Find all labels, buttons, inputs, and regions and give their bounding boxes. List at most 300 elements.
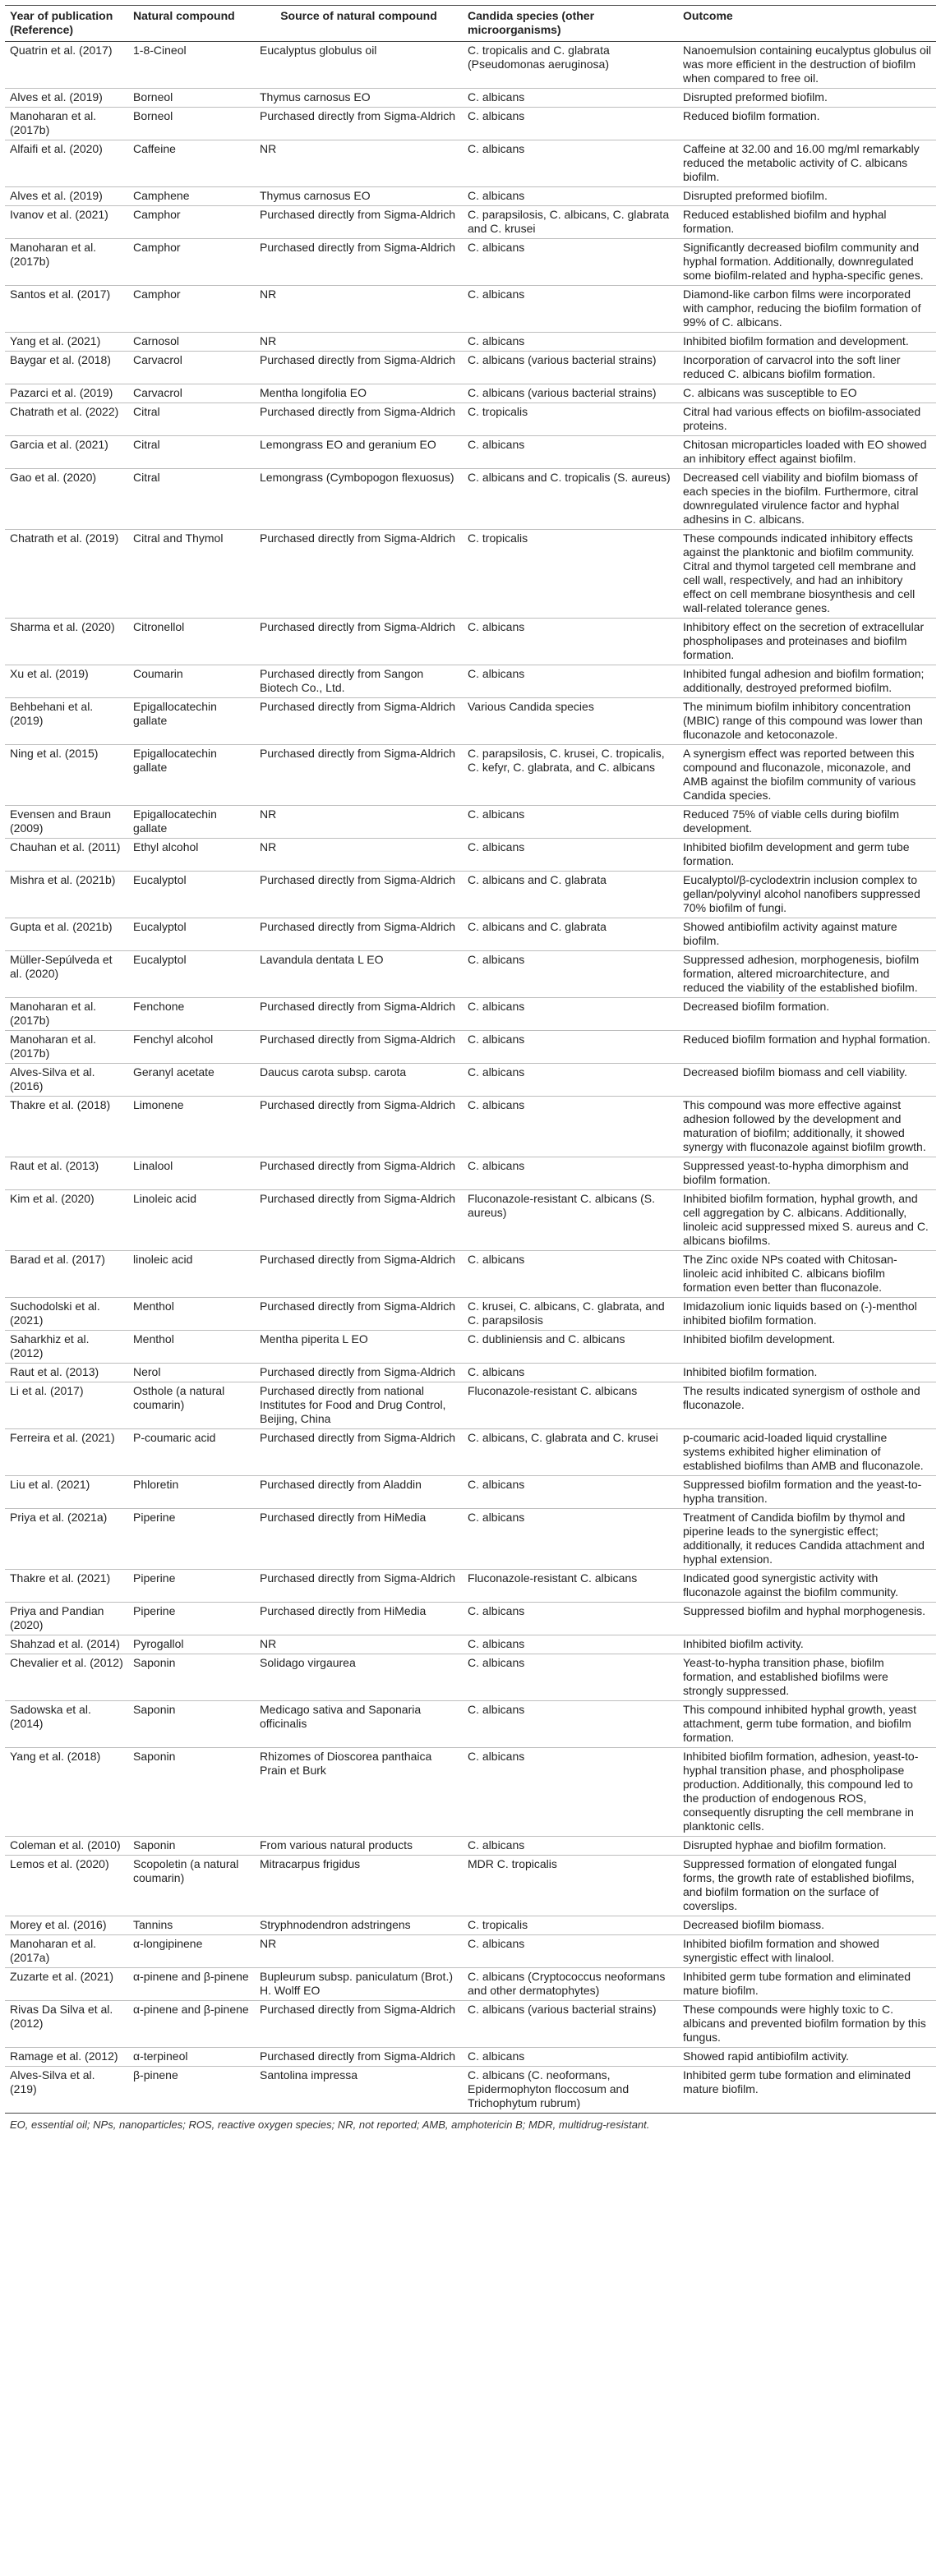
- cell-compound: Linoleic acid: [128, 1190, 255, 1251]
- cell-source: Daucus carota subsp. carota: [255, 1064, 463, 1097]
- cell-reference: Alves-Silva et al. (2016): [5, 1064, 128, 1097]
- cell-compound: Geranyl acetate: [128, 1064, 255, 1097]
- cell-compound: α-pinene and β-pinene: [128, 1968, 255, 2001]
- cell-source: NR: [255, 286, 463, 333]
- cell-species: Fluconazole-resistant C. albicans (S. aureus): [463, 1190, 678, 1251]
- table-row: [5, 1701, 936, 1748]
- cell-source: Purchased directly from Sigma-Aldrich: [255, 619, 463, 665]
- table-row: [5, 1837, 936, 1856]
- cell-source: Purchased directly from Sigma-Aldrich: [255, 1298, 463, 1331]
- table-row: [5, 998, 936, 1031]
- cell-source: Purchased directly from Sigma-Aldrich: [255, 872, 463, 918]
- table-row: [5, 239, 936, 286]
- cell-species: Various Candida species: [463, 698, 678, 745]
- table-row: [5, 619, 936, 665]
- cell-reference: Ning et al. (2015): [5, 745, 128, 806]
- cell-species: C. albicans: [463, 333, 678, 352]
- table-row: [5, 1064, 936, 1097]
- cell-outcome: Imidazolium ionic liquids based on (-)-menthol inhibited biofilm formation.: [678, 1298, 936, 1331]
- cell-compound: Epigallocatechin gallate: [128, 806, 255, 839]
- header-source: Source of natural compound: [280, 9, 437, 22]
- cell-outcome: C. albicans was susceptible to EO: [678, 384, 936, 403]
- cell-outcome: Inhibited biofilm formation and development.: [678, 333, 936, 352]
- cell-source: NR: [255, 1635, 463, 1654]
- cell-source: Purchased directly from Sigma-Aldrich: [255, 745, 463, 806]
- cell-compound: Fenchyl alcohol: [128, 1031, 255, 1064]
- cell-reference: Sadowska et al. (2014): [5, 1701, 128, 1748]
- cell-source: Lemongrass (Cymbopogon flexuosus): [255, 469, 463, 530]
- cell-compound: Camphor: [128, 286, 255, 333]
- cell-species: C. albicans: [463, 619, 678, 665]
- cell-source: Purchased directly from Sigma-Aldrich: [255, 239, 463, 286]
- cell-outcome: Reduced 75% of viable cells during biofilm development.: [678, 806, 936, 839]
- table-row: [5, 2048, 936, 2067]
- cell-compound: Eucalyptol: [128, 872, 255, 918]
- table-row: [5, 1429, 936, 1476]
- cell-species: Fluconazole-resistant C. albicans: [463, 1382, 678, 1429]
- table-row: [5, 1654, 936, 1701]
- cell-species: C. tropicalis: [463, 530, 678, 619]
- cell-outcome: Inhibited biofilm development and germ tube formation.: [678, 839, 936, 872]
- cell-reference: Gao et al. (2020): [5, 469, 128, 530]
- table-row: [5, 436, 936, 469]
- cell-compound: Camphor: [128, 206, 255, 239]
- cell-source: Purchased directly from Sigma-Aldrich: [255, 2048, 463, 2067]
- cell-outcome: Disrupted preformed biofilm.: [678, 89, 936, 108]
- cell-species: C. dubliniensis and C. albicans: [463, 1331, 678, 1364]
- cell-source: Purchased directly from Sigma-Aldrich: [255, 403, 463, 436]
- table-row: [5, 42, 936, 89]
- table-footnote: EO, essential oil; NPs, nanoparticles; ROS, reactive oxygen species; NR, not reported; AMB, amphotericin B; MDR, multidrug-resistant.: [10, 2118, 650, 2131]
- cell-outcome: A synergism effect was reported between this compound and fluconazole, miconazole, and AMB against the biofilm community of various Candida species.: [678, 745, 936, 806]
- table-row: [5, 872, 936, 918]
- cell-compound: β-pinene: [128, 2067, 255, 2114]
- cell-source: Purchased directly from Sigma-Aldrich: [255, 1429, 463, 1476]
- cell-species: C. albicans: [463, 1157, 678, 1190]
- cell-reference: Chatrath et al. (2019): [5, 530, 128, 619]
- cell-species: C. albicans: [463, 108, 678, 140]
- cell-reference: Yang et al. (2021): [5, 333, 128, 352]
- cell-source: Purchased directly from Sigma-Aldrich: [255, 206, 463, 239]
- cell-compound: Pyrogallol: [128, 1635, 255, 1654]
- cell-reference: Chauhan et al. (2011): [5, 839, 128, 872]
- cell-compound: Tannins: [128, 1916, 255, 1935]
- cell-source: Thymus carnosus EO: [255, 89, 463, 108]
- table-header-row: [5, 6, 936, 42]
- cell-outcome: Decreased biofilm formation.: [678, 998, 936, 1031]
- cell-species: C. albicans: [463, 665, 678, 698]
- table-row: [5, 1509, 936, 1570]
- cell-outcome: Citral had various effects on biofilm-associated proteins.: [678, 403, 936, 436]
- cell-compound: Borneol: [128, 89, 255, 108]
- table-row: [5, 108, 936, 140]
- cell-source: NR: [255, 1935, 463, 1968]
- cell-reference: Thakre et al. (2021): [5, 1570, 128, 1603]
- cell-reference: Chatrath et al. (2022): [5, 403, 128, 436]
- cell-source: From various natural products: [255, 1837, 463, 1856]
- cell-species: C. albicans: [463, 2048, 678, 2067]
- table-row: [5, 1603, 936, 1635]
- cell-source: Purchased directly from Sigma-Aldrich: [255, 1190, 463, 1251]
- cell-outcome: This compound was more effective against adhesion followed by the development and maturation of biofilm; additionally, it showed synergy with fluconazole against biofilm growth.: [678, 1097, 936, 1157]
- cell-species: C. albicans: [463, 951, 678, 998]
- table-row: [5, 1476, 936, 1509]
- table-row: [5, 384, 936, 403]
- cell-source: NR: [255, 806, 463, 839]
- cell-outcome: Suppressed formation of elongated fungal forms, the growth rate of established biofilms, and biofilm formation on the surface of coverslips.: [678, 1856, 936, 1916]
- cell-species: C. albicans: [463, 1097, 678, 1157]
- cell-species: C. albicans: [463, 806, 678, 839]
- cell-compound: Carvacrol: [128, 352, 255, 384]
- cell-outcome: The Zinc oxide NPs coated with Chitosan-linoleic acid inhibited C. albicans biofilm formation even better than fluconazole.: [678, 1251, 936, 1298]
- cell-reference: Ramage et al. (2012): [5, 2048, 128, 2067]
- header-year: Year of publication (Reference): [10, 9, 113, 36]
- cell-outcome: Nanoemulsion containing eucalyptus globulus oil was more efficient in the destruction of biofilm when compared to free oil.: [678, 42, 936, 89]
- cell-compound: Eucalyptol: [128, 951, 255, 998]
- cell-species: C. albicans: [463, 1603, 678, 1635]
- cell-outcome: Eucalyptol/β-cyclodextrin inclusion complex to gellan/polyvinyl alcohol nanofibers suppressed 70% biofilm of fungi.: [678, 872, 936, 918]
- cell-source: Stryphnodendron adstringens: [255, 1916, 463, 1935]
- cell-source: Purchased directly from Sigma-Aldrich: [255, 2001, 463, 2048]
- cell-species: C. albicans: [463, 1251, 678, 1298]
- table-row: [5, 1251, 936, 1298]
- cell-species: C. albicans: [463, 998, 678, 1031]
- cell-compound: 1-8-Cineol: [128, 42, 255, 89]
- cell-species: C. albicans (Cryptococcus neoformans and other dermatophytes): [463, 1968, 678, 2001]
- table-row: [5, 530, 936, 619]
- cell-source: Purchased directly from Sigma-Aldrich: [255, 1570, 463, 1603]
- cell-compound: Limonene: [128, 1097, 255, 1157]
- cell-compound: α-pinene and β-pinene: [128, 2001, 255, 2048]
- cell-species: C. albicans: [463, 187, 678, 206]
- cell-source: Purchased directly from Sigma-Aldrich: [255, 998, 463, 1031]
- cell-species: C. albicans: [463, 1509, 678, 1570]
- table-row: [5, 1382, 936, 1429]
- cell-species: C. krusei, C. albicans, C. glabrata, and C. parapsilosis: [463, 1298, 678, 1331]
- cell-source: Purchased directly from Sigma-Aldrich: [255, 1364, 463, 1382]
- cell-reference: Ivanov et al. (2021): [5, 206, 128, 239]
- cell-outcome: Decreased biofilm biomass.: [678, 1916, 936, 1935]
- cell-outcome: Decreased biofilm biomass and cell viability.: [678, 1064, 936, 1097]
- table-row: [5, 839, 936, 872]
- table-row: [5, 1364, 936, 1382]
- cell-reference: Thakre et al. (2018): [5, 1097, 128, 1157]
- cell-reference: Chevalier et al. (2012): [5, 1654, 128, 1701]
- cell-outcome: Reduced established biofilm and hyphal formation.: [678, 206, 936, 239]
- cell-compound: Citral: [128, 436, 255, 469]
- cell-species: C. albicans and C. glabrata: [463, 872, 678, 918]
- cell-species: C. albicans and C. tropicalis (S. aureus): [463, 469, 678, 530]
- cell-species: C. albicans: [463, 1364, 678, 1382]
- cell-source: Purchased directly from Sigma-Aldrich: [255, 1031, 463, 1064]
- cell-reference: Mishra et al. (2021b): [5, 872, 128, 918]
- cell-outcome: Reduced biofilm formation.: [678, 108, 936, 140]
- cell-compound: Linalool: [128, 1157, 255, 1190]
- cell-outcome: Inhibited germ tube formation and eliminated mature biofilm.: [678, 2067, 936, 2114]
- header-outcome: Outcome: [683, 9, 733, 22]
- cell-reference: Manoharan et al. (2017b): [5, 239, 128, 286]
- cell-reference: Lemos et al. (2020): [5, 1856, 128, 1916]
- cell-source: NR: [255, 333, 463, 352]
- cell-compound: Piperine: [128, 1603, 255, 1635]
- cell-species: C. albicans (various bacterial strains): [463, 384, 678, 403]
- cell-reference: Barad et al. (2017): [5, 1251, 128, 1298]
- cell-compound: Menthol: [128, 1331, 255, 1364]
- cell-source: Medicago sativa and Saponaria officinalis: [255, 1701, 463, 1748]
- cell-source: Purchased directly from national Institutes for Food and Drug Control, Beijing, China: [255, 1382, 463, 1429]
- cell-compound: Borneol: [128, 108, 255, 140]
- cell-species: C. albicans: [463, 839, 678, 872]
- cell-outcome: Chitosan microparticles loaded with EO showed an inhibitory effect against biofilm.: [678, 436, 936, 469]
- cell-outcome: The results indicated synergism of osthole and fluconazole.: [678, 1382, 936, 1429]
- cell-compound: Saponin: [128, 1748, 255, 1837]
- table-row: [5, 1298, 936, 1331]
- cell-compound: Carvacrol: [128, 384, 255, 403]
- cell-compound: Citronellol: [128, 619, 255, 665]
- cell-outcome: Suppressed biofilm and hyphal morphogenesis.: [678, 1603, 936, 1635]
- cell-outcome: The minimum biofilm inhibitory concentration (MBIC) range of this compound was lower than fluconazole and ketoconazole.: [678, 698, 936, 745]
- cell-reference: Priya et al. (2021a): [5, 1509, 128, 1570]
- cell-outcome: Yeast-to-hypha transition phase, biofilm formation, and established biofilms were strongly suppressed.: [678, 1654, 936, 1701]
- cell-reference: Quatrin et al. (2017): [5, 42, 128, 89]
- cell-species: C. albicans: [463, 1748, 678, 1837]
- cell-outcome: Disrupted hyphae and biofilm formation.: [678, 1837, 936, 1856]
- cell-source: Mentha longifolia EO: [255, 384, 463, 403]
- cell-outcome: Reduced biofilm formation and hyphal formation.: [678, 1031, 936, 1064]
- cell-species: Fluconazole-resistant C. albicans: [463, 1570, 678, 1603]
- cell-species: C. albicans: [463, 1031, 678, 1064]
- table-row: [5, 806, 936, 839]
- cell-reference: Santos et al. (2017): [5, 286, 128, 333]
- cell-species: C. albicans: [463, 436, 678, 469]
- cell-reference: Liu et al. (2021): [5, 1476, 128, 1509]
- cell-source: Eucalyptus globulus oil: [255, 42, 463, 89]
- cell-source: Lavandula dentata L EO: [255, 951, 463, 998]
- cell-species: C. albicans, C. glabrata and C. krusei: [463, 1429, 678, 1476]
- cell-species: C. albicans: [463, 140, 678, 187]
- cell-reference: Baygar et al. (2018): [5, 352, 128, 384]
- cell-species: C. albicans: [463, 1654, 678, 1701]
- table-row: [5, 1935, 936, 1968]
- cell-compound: Scopoletin (a natural coumarin): [128, 1856, 255, 1916]
- cell-reference: Shahzad et al. (2014): [5, 1635, 128, 1654]
- cell-reference: Zuzarte et al. (2021): [5, 1968, 128, 2001]
- cell-species: C. tropicalis: [463, 403, 678, 436]
- cell-species: C. albicans: [463, 1635, 678, 1654]
- cell-outcome: Suppressed biofilm formation and the yeast-to-hypha transition.: [678, 1476, 936, 1509]
- cell-source: Lemongrass EO and geranium EO: [255, 436, 463, 469]
- cell-compound: Caffeine: [128, 140, 255, 187]
- cell-reference: Alves et al. (2019): [5, 187, 128, 206]
- cell-outcome: Incorporation of carvacrol into the soft liner reduced C. albicans biofilm formation.: [678, 352, 936, 384]
- cell-compound: α-longipinene: [128, 1935, 255, 1968]
- cell-species: C. parapsilosis, C. albicans, C. glabrata and C. krusei: [463, 206, 678, 239]
- table-row: [5, 333, 936, 352]
- cell-outcome: Suppressed yeast-to-hypha dimorphism and biofilm formation.: [678, 1157, 936, 1190]
- header-species: Candida species (other microorganisms): [468, 9, 595, 36]
- cell-compound: Menthol: [128, 1298, 255, 1331]
- cell-compound: P-coumaric acid: [128, 1429, 255, 1476]
- cell-reference: Müller-Sepúlveda et al. (2020): [5, 951, 128, 998]
- cell-species: C. albicans (C. neoformans, Epidermophyton floccosum and Trichophytum rubrum): [463, 2067, 678, 2114]
- cell-compound: Epigallocatechin gallate: [128, 698, 255, 745]
- cell-source: Rhizomes of Dioscorea panthaica Prain et Burk: [255, 1748, 463, 1837]
- cell-compound: Saponin: [128, 1654, 255, 1701]
- table-row: [5, 469, 936, 530]
- header-compound: Natural compound: [133, 9, 235, 22]
- cell-compound: Saponin: [128, 1837, 255, 1856]
- cell-compound: linoleic acid: [128, 1251, 255, 1298]
- table-row: [5, 2001, 936, 2048]
- cell-source: Thymus carnosus EO: [255, 187, 463, 206]
- cell-reference: Evensen and Braun (2009): [5, 806, 128, 839]
- cell-source: Purchased directly from HiMedia: [255, 1509, 463, 1570]
- cell-source: Purchased directly from Sigma-Aldrich: [255, 918, 463, 951]
- cell-source: Purchased directly from Sigma-Aldrich: [255, 352, 463, 384]
- cell-outcome: Significantly decreased biofilm community and hyphal formation. Additionally, downregulated some biofilm-related and hypha-specific genes.: [678, 239, 936, 286]
- cell-compound: Camphene: [128, 187, 255, 206]
- cell-species: MDR C. tropicalis: [463, 1856, 678, 1916]
- cell-reference: Coleman et al. (2010): [5, 1837, 128, 1856]
- cell-outcome: Inhibitory effect on the secretion of extracellular phospholipases and proteinases and biofilm formation.: [678, 619, 936, 665]
- cell-outcome: Inhibited biofilm development.: [678, 1331, 936, 1364]
- cell-source: Purchased directly from Sigma-Aldrich: [255, 698, 463, 745]
- cell-compound: Phloretin: [128, 1476, 255, 1509]
- cell-compound: Citral: [128, 403, 255, 436]
- table-row: [5, 1916, 936, 1935]
- cell-source: Mentha piperita L EO: [255, 1331, 463, 1364]
- cell-reference: Raut et al. (2013): [5, 1364, 128, 1382]
- cell-compound: Ethyl alcohol: [128, 839, 255, 872]
- cell-compound: Citral and Thymol: [128, 530, 255, 619]
- cell-compound: Epigallocatechin gallate: [128, 745, 255, 806]
- cell-reference: Alves et al. (2019): [5, 89, 128, 108]
- table-row: [5, 206, 936, 239]
- cell-reference: Li et al. (2017): [5, 1382, 128, 1429]
- table-row: [5, 286, 936, 333]
- cell-outcome: Inhibited biofilm formation and showed synergistic effect with linalool.: [678, 1935, 936, 1968]
- cell-source: Purchased directly from Sangon Biotech Co., Ltd.: [255, 665, 463, 698]
- table-row: [5, 1190, 936, 1251]
- cell-species: C. albicans: [463, 286, 678, 333]
- cell-reference: Ferreira et al. (2021): [5, 1429, 128, 1476]
- cell-outcome: Inhibited biofilm formation.: [678, 1364, 936, 1382]
- cell-source: Purchased directly from HiMedia: [255, 1603, 463, 1635]
- table-row: [5, 1570, 936, 1603]
- cell-reference: Pazarci et al. (2019): [5, 384, 128, 403]
- cell-reference: Priya and Pandian (2020): [5, 1603, 128, 1635]
- cell-source: Mitracarpus frigidus: [255, 1856, 463, 1916]
- cell-species: C. albicans and C. glabrata: [463, 918, 678, 951]
- table-row: [5, 745, 936, 806]
- cell-source: Purchased directly from Sigma-Aldrich: [255, 1251, 463, 1298]
- cell-reference: Manoharan et al. (2017b): [5, 1031, 128, 1064]
- cell-species: C. albicans: [463, 89, 678, 108]
- table-row: [5, 1748, 936, 1837]
- cell-outcome: Showed rapid antibiofilm activity.: [678, 2048, 936, 2067]
- cell-compound: α-terpineol: [128, 2048, 255, 2067]
- table-row: [5, 1031, 936, 1064]
- cell-compound: Nerol: [128, 1364, 255, 1382]
- cell-reference: Xu et al. (2019): [5, 665, 128, 698]
- table-row: [5, 665, 936, 698]
- cell-species: C. albicans: [463, 239, 678, 286]
- cell-reference: Suchodolski et al. (2021): [5, 1298, 128, 1331]
- table-row: [5, 187, 936, 206]
- table-body: [5, 42, 936, 2114]
- cell-reference: Alfaifi et al. (2020): [5, 140, 128, 187]
- cell-outcome: Showed antibiofilm activity against mature biofilm.: [678, 918, 936, 951]
- cell-outcome: This compound inhibited hyphal growth, yeast attachment, germ tube formation, and biofilm formation.: [678, 1701, 936, 1748]
- cell-reference: Alves-Silva et al. (219): [5, 2067, 128, 2114]
- cell-compound: Citral: [128, 469, 255, 530]
- cell-outcome: Suppressed adhesion, morphogenesis, biofilm formation, altered microarchitecture, and reduced the viability of the established biofilm.: [678, 951, 936, 998]
- cell-species: C. albicans: [463, 1476, 678, 1509]
- cell-species: C. albicans: [463, 1064, 678, 1097]
- table-row: [5, 951, 936, 998]
- cell-compound: Saponin: [128, 1701, 255, 1748]
- table-row: [5, 403, 936, 436]
- cell-source: NR: [255, 839, 463, 872]
- cell-source: Purchased directly from Sigma-Aldrich: [255, 530, 463, 619]
- cell-species: C. albicans: [463, 1837, 678, 1856]
- cell-reference: Raut et al. (2013): [5, 1157, 128, 1190]
- cell-reference: Gupta et al. (2021b): [5, 918, 128, 951]
- table-row: [5, 918, 936, 951]
- cell-reference: Yang et al. (2018): [5, 1748, 128, 1837]
- cell-compound: Eucalyptol: [128, 918, 255, 951]
- table-row: [5, 140, 936, 187]
- cell-source: Purchased directly from Sigma-Aldrich: [255, 1157, 463, 1190]
- cell-outcome: Decreased cell viability and biofilm biomass of each species in the biofilm. Furthermore, citral downregulated virulence factor and hyphal adhesins in C. albicans.: [678, 469, 936, 530]
- cell-outcome: Inhibited germ tube formation and eliminated mature biofilm.: [678, 1968, 936, 2001]
- cell-reference: Sharma et al. (2020): [5, 619, 128, 665]
- cell-outcome: Indicated good synergistic activity with fluconazole against the biofilm community.: [678, 1570, 936, 1603]
- cell-outcome: p-coumaric acid-loaded liquid crystalline systems exhibited higher elimination of established biofilms than AMB and fluconazole.: [678, 1429, 936, 1476]
- cell-source: Santolina impressa: [255, 2067, 463, 2114]
- cell-species: C. albicans: [463, 1935, 678, 1968]
- cell-reference: Kim et al. (2020): [5, 1190, 128, 1251]
- cell-outcome: Diamond-like carbon films were incorporated with camphor, reducing the biofilm formation of 99% of C. albicans.: [678, 286, 936, 333]
- cell-species: C. tropicalis: [463, 1916, 678, 1935]
- cell-species: C. albicans (various bacterial strains): [463, 352, 678, 384]
- cell-reference: Saharkhiz et al. (2012): [5, 1331, 128, 1364]
- cell-outcome: These compounds were highly toxic to C. albicans and prevented biofilm formation by this fungus.: [678, 2001, 936, 2048]
- table-row: [5, 352, 936, 384]
- table-row: [5, 1635, 936, 1654]
- table-row: [5, 698, 936, 745]
- cell-compound: Camphor: [128, 239, 255, 286]
- cell-compound: Piperine: [128, 1509, 255, 1570]
- cell-outcome: Inhibited biofilm formation, hyphal growth, and cell aggregation by C. albicans. Additionally, linoleic acid suppressed mixed S. aureus and C. albicans biofilms.: [678, 1190, 936, 1251]
- cell-source: Purchased directly from Sigma-Aldrich: [255, 108, 463, 140]
- cell-compound: Fenchone: [128, 998, 255, 1031]
- cell-compound: Carnosol: [128, 333, 255, 352]
- table-row: [5, 89, 936, 108]
- cell-outcome: Caffeine at 32.00 and 16.00 mg/ml remarkably reduced the metabolic activity of C. albicans biofilm.: [678, 140, 936, 187]
- cell-species: C. tropicalis and C. glabrata (Pseudomonas aeruginosa): [463, 42, 678, 89]
- cell-source: Purchased directly from Aladdin: [255, 1476, 463, 1509]
- table-row: [5, 1157, 936, 1190]
- cell-outcome: Inhibited fungal adhesion and biofilm formation; additionally, destroyed preformed biofilm.: [678, 665, 936, 698]
- cell-compound: Coumarin: [128, 665, 255, 698]
- natural-compounds-table: [5, 5, 936, 2114]
- cell-compound: Osthole (a natural coumarin): [128, 1382, 255, 1429]
- table-row: [5, 1331, 936, 1364]
- table-row: [5, 1856, 936, 1916]
- cell-source: NR: [255, 140, 463, 187]
- cell-source: Bupleurum subsp. paniculatum (Brot.) H. Wolff EO: [255, 1968, 463, 2001]
